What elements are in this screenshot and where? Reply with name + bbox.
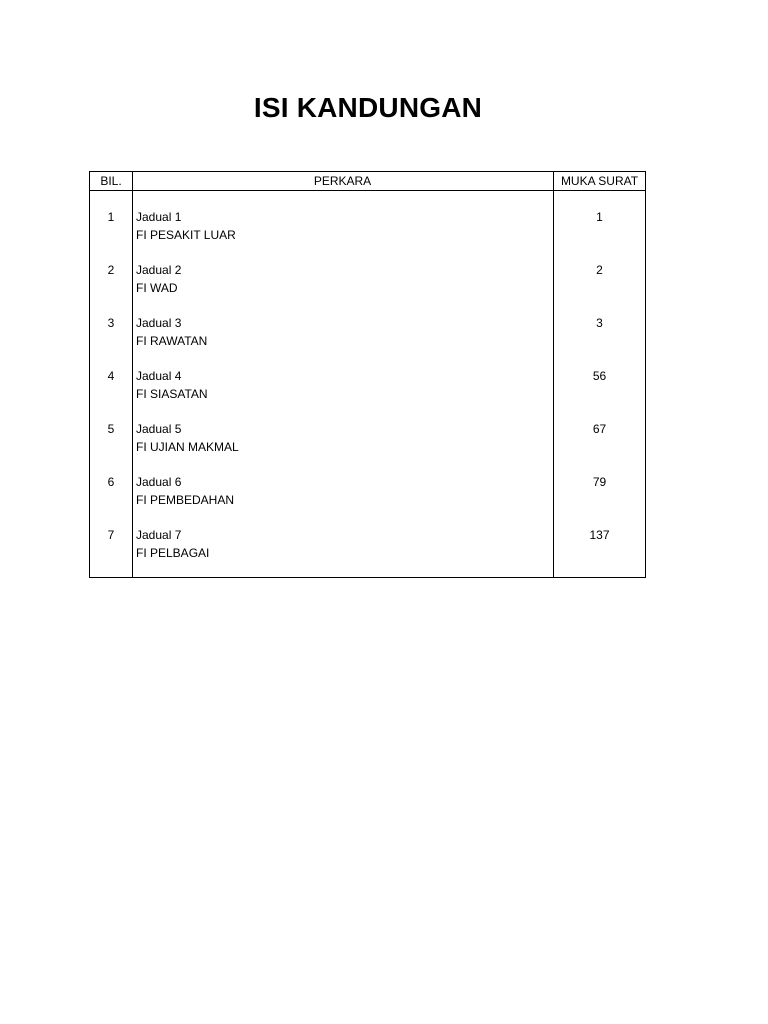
row-page-number: 1 <box>596 210 603 224</box>
row-number: 7 <box>107 528 115 542</box>
table-row <box>90 420 645 460</box>
row-table-label: Jadual 1 <box>136 210 182 224</box>
row-table-label: Jadual 6 <box>136 475 182 489</box>
row-page-number: 56 <box>592 369 607 383</box>
row-page-number: 3 <box>596 316 603 330</box>
row-number: 1 <box>107 210 115 224</box>
row-table-label: Jadual 7 <box>136 528 182 542</box>
header-perkara: PERKARA <box>313 174 372 188</box>
row-table-label: Jadual 2 <box>136 263 182 277</box>
row-item <box>136 473 234 509</box>
row-item <box>136 367 208 403</box>
header-divider <box>90 190 645 191</box>
row-page-number: 137 <box>589 528 610 542</box>
row-description: FI SIASATAN <box>136 387 208 401</box>
table-row <box>90 526 645 566</box>
row-number: 4 <box>107 369 115 383</box>
row-description: FI PEMBEDAHAN <box>136 493 235 507</box>
header-bil: BIL. <box>100 174 122 188</box>
table-of-contents <box>89 171 646 578</box>
row-item <box>136 208 236 244</box>
table-row <box>90 208 645 248</box>
row-item <box>136 420 239 456</box>
header-muka-surat: MUKA SURAT <box>560 174 639 188</box>
page-title: ISI KANDUNGAN <box>253 92 483 123</box>
row-number: 6 <box>107 475 115 489</box>
row-page-number: 2 <box>596 263 603 277</box>
table-row <box>90 261 645 301</box>
table-row <box>90 367 645 407</box>
row-item <box>136 261 181 297</box>
row-item <box>136 314 207 350</box>
row-description: FI UJIAN MAKMAL <box>136 440 239 454</box>
row-description: FI RAWATAN <box>136 334 208 348</box>
row-number: 5 <box>107 422 115 436</box>
row-number: 2 <box>107 263 115 277</box>
row-page-number: 79 <box>592 475 607 489</box>
row-table-label: Jadual 3 <box>136 316 182 330</box>
row-table-label: Jadual 5 <box>136 422 182 436</box>
row-description: FI PELBAGAI <box>136 546 210 560</box>
row-item <box>136 526 209 562</box>
table-row <box>90 314 645 354</box>
row-description: FI WAD <box>136 281 178 295</box>
row-page-number: 67 <box>592 422 607 436</box>
table-row <box>90 473 645 513</box>
row-table-label: Jadual 4 <box>136 369 182 383</box>
row-number: 3 <box>107 316 115 330</box>
row-description: FI PESAKIT LUAR <box>136 228 236 242</box>
